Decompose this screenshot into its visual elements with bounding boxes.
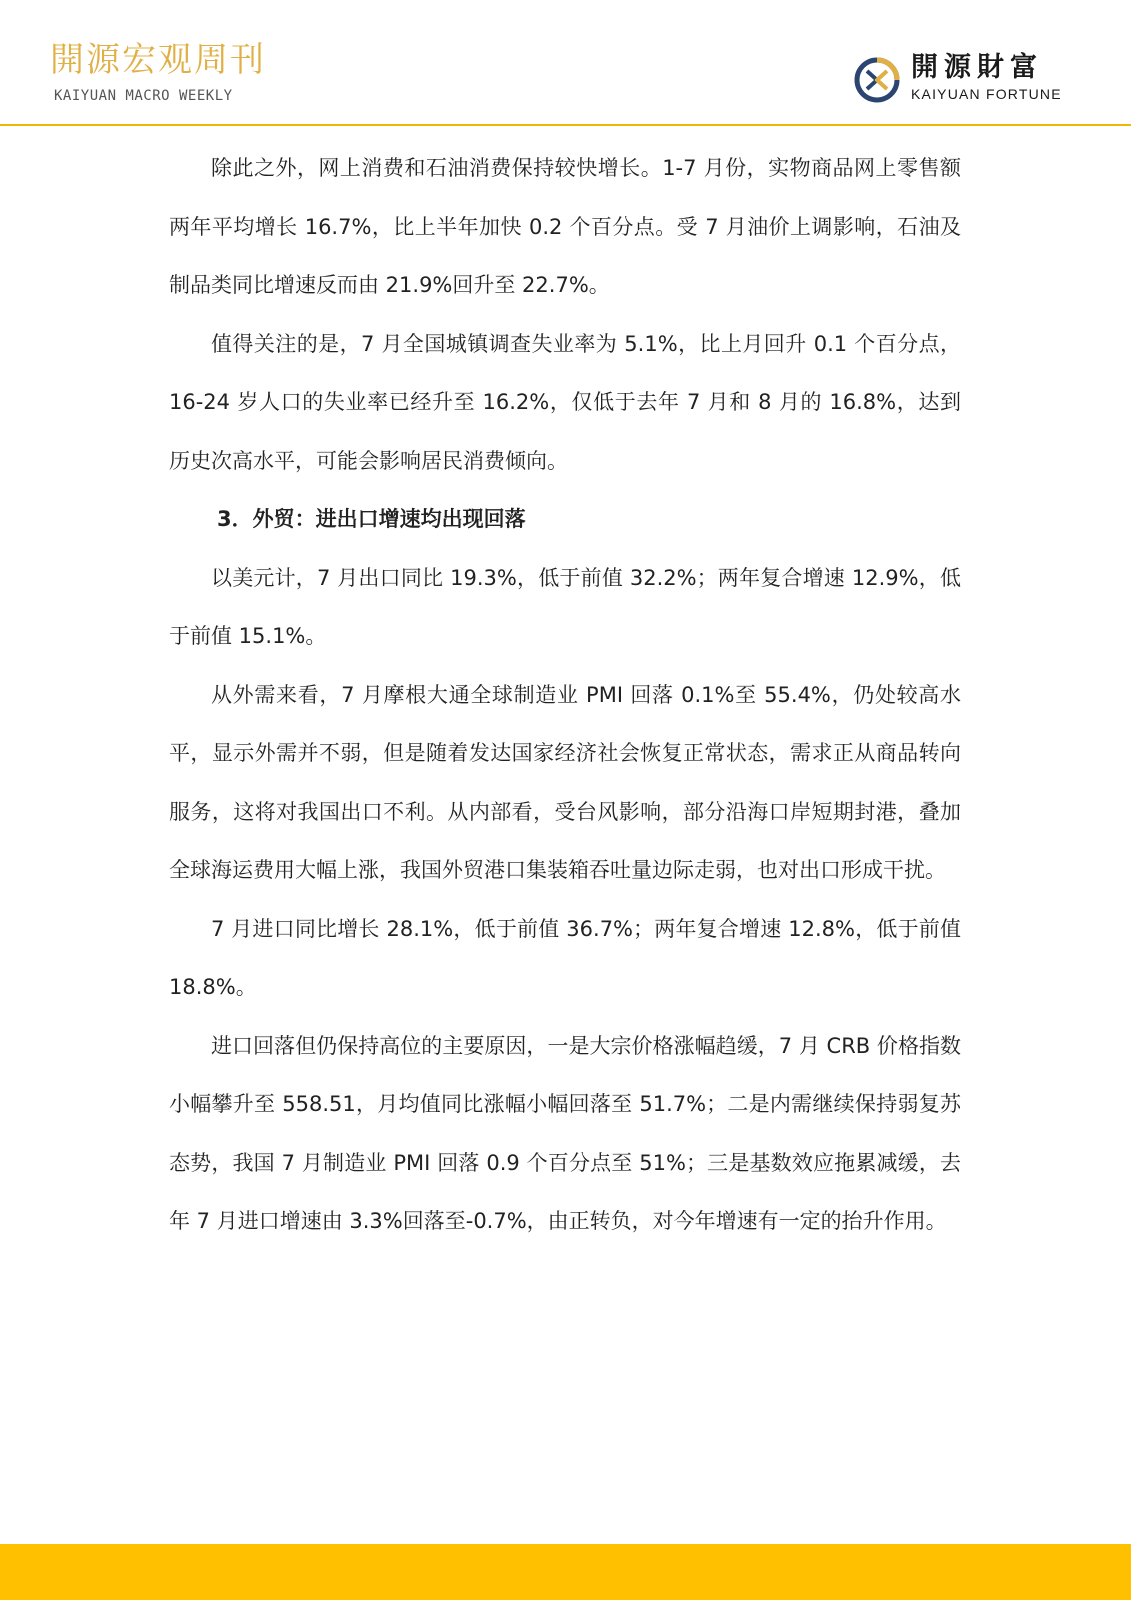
brand-name-en: KAIYUAN FORTUNE xyxy=(911,86,1062,102)
article-body xyxy=(169,139,961,1251)
header-divider xyxy=(0,124,1131,126)
paragraph-online-and-oil-consumption: 除此之外，网上消费和石油消费保持较快增长。1-7 月份，实物商品网上零售额两年平均增长 16.7%，比上半年加快 0.2 个百分点。受 7 月油价上调影响，石油及制品类同比增速反而由 21.9%回升至 22.7%。 xyxy=(169,156,961,297)
brand-name-cn: 開源財富 xyxy=(911,52,1043,83)
paragraph-unemployment: 值得关注的是，7 月全国城镇调查失业率为 5.1%，比上月回升 0.1 个百分点，16-24 岁人口的失业率已经升至 16.2%，仅低于去年 7 月和 8 月的 16.8%，达到历史次高水平，可能会影响居民消费倾向。 xyxy=(169,331,961,473)
paragraph-imports: 7 月进口同比增长 28.1%，低于前值 36.7%；两年复合增速 12.8%，低于前值 18.8%。 xyxy=(169,916,961,999)
publication-subtitle: KAIYUAN MACRO WEEKLY xyxy=(54,88,233,104)
paragraph-import-reasons: 进口回落但仍保持高位的主要原因，一是大宗价格涨幅趋缓，7 月 CRB 价格指数小幅攀升至 558.51，月均值同比涨幅小幅回落至 51.7%；二是内需继续保持弱复苏态势，我国 7 月制造业 PMI 回落 0.9 个百分点至 51%；三是基数效应拖累减缓，去年 7 月进口增速由 3.3%回落至-0.7%，由正转负，对今年增速有一定的抬升作用。 xyxy=(169,1033,961,1233)
publication-title: 開源宏观周刊 xyxy=(50,40,266,80)
paragraph-external-demand: 从外需来看，7 月摩根大通全球制造业 PMI 回落 0.1%至 55.4%，仍处较高水平，显示外需并不弱，但是随着发达国家经济社会恢复正常状态，需求正从商品转向服务，这将对我国出口不利。从内部看，受台风影响，部分沿海口岸短期封港，叠加全球海运费用大幅上涨，我国外贸港口集装箱吞吐量边际走弱，也对出口形成干扰。 xyxy=(169,682,961,882)
paragraph-exports: 以美元计，7 月出口同比 19.3%，低于前值 32.2%；两年复合增速 12.9%，低于前值 15.1%。 xyxy=(169,565,961,648)
page-header xyxy=(0,0,1131,126)
footer-bar xyxy=(0,1544,1131,1600)
kaiyuan-logo-icon xyxy=(853,56,901,104)
brand-logo xyxy=(853,52,1073,108)
section-heading-foreign-trade: 3．外贸：进出口增速均出现回落 xyxy=(217,507,526,531)
